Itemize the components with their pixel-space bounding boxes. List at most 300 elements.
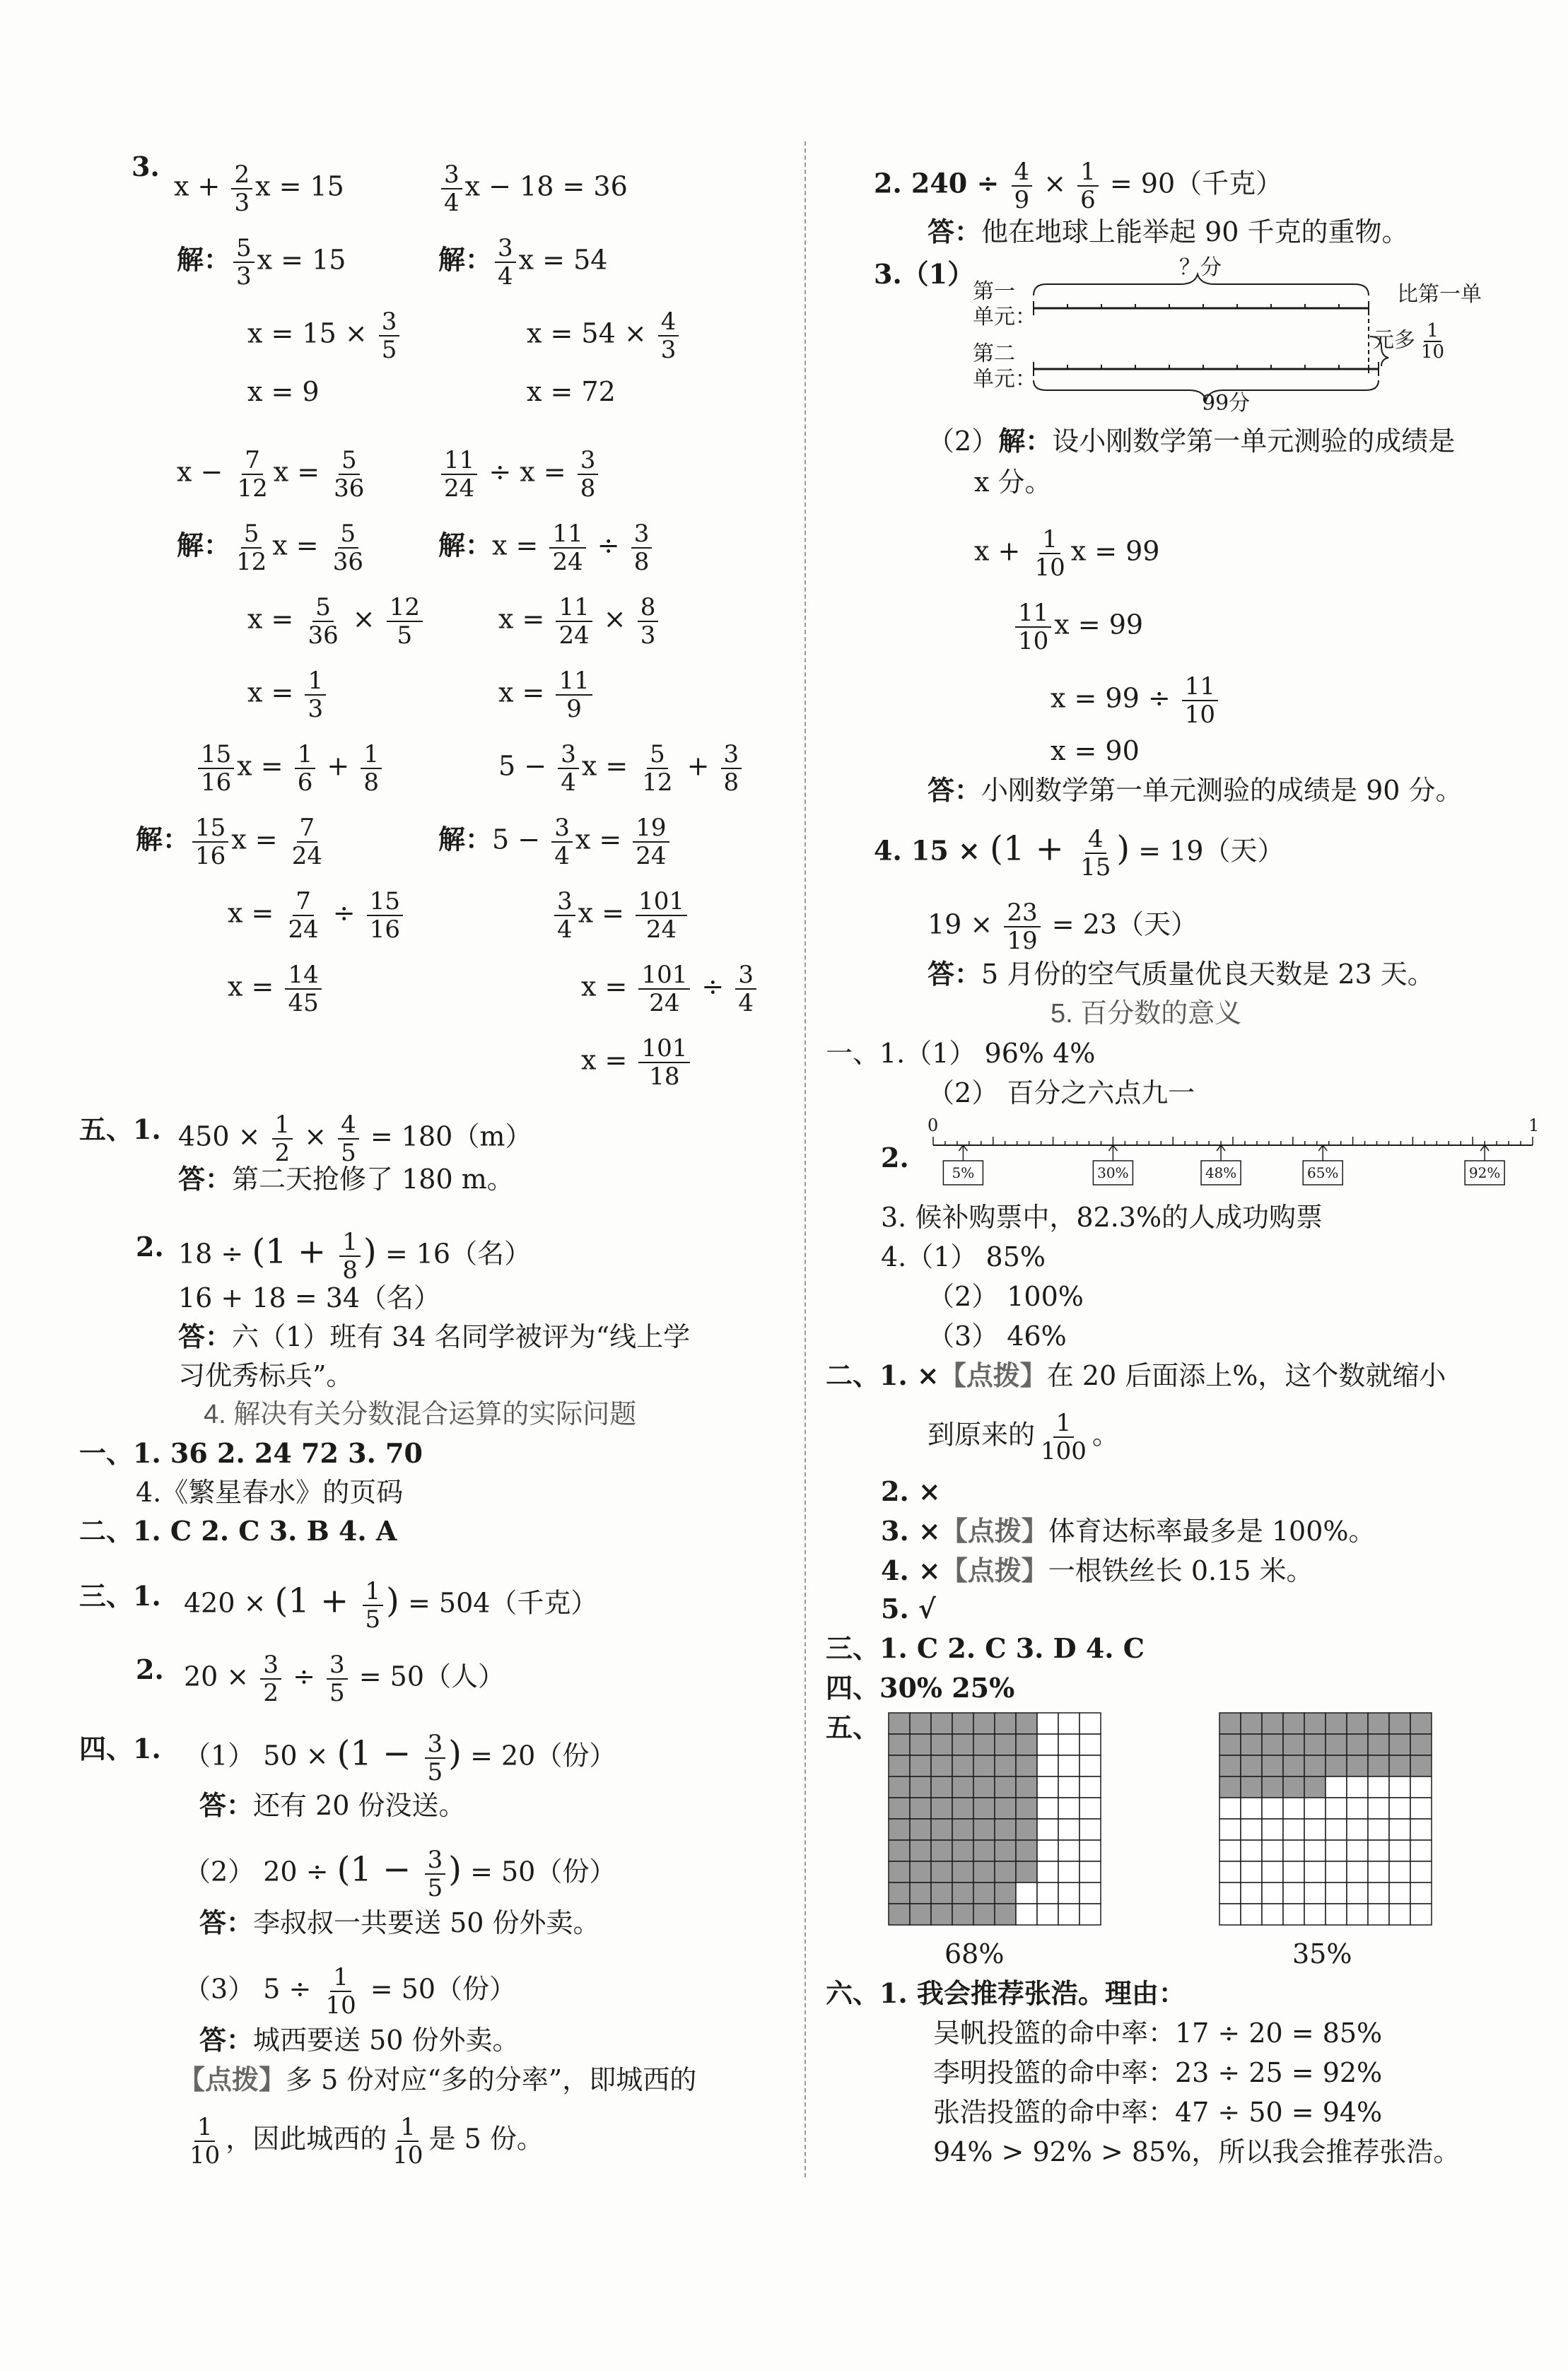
- grid-cell-shaded: [910, 1861, 931, 1883]
- grid-cell-shaded: [931, 1713, 952, 1734]
- numline-label: 2.: [881, 1142, 909, 1173]
- grid-cell-shaded: [1347, 1734, 1368, 1755]
- p-five-label: 五、: [826, 1711, 880, 1743]
- grid-cell: [1037, 1755, 1058, 1776]
- grid-cell: [1080, 1713, 1101, 1734]
- grid-cell: [1326, 1861, 1347, 1883]
- grid-cell-shaded: [931, 1734, 952, 1755]
- q2-answer: 答：他在地球上能举起 90 千克的重物。: [928, 216, 1409, 247]
- p-one-1: 一、1.（1） 96% 4%: [826, 1038, 1096, 1069]
- grid-cell-shaded: [995, 1755, 1016, 1776]
- grid-cell: [1080, 1798, 1101, 1819]
- grid-cell: [1080, 1883, 1101, 1904]
- grid-cell: [1389, 1776, 1410, 1798]
- grid-cell: [1219, 1861, 1241, 1883]
- grid-cell-shaded: [995, 1776, 1016, 1798]
- grid-cell-shaded: [1304, 1734, 1326, 1755]
- grid-cell-shaded: [952, 1755, 973, 1776]
- grid-cell-shaded: [1410, 1713, 1432, 1734]
- q3-2-intro-cont: x 分。: [974, 467, 1052, 498]
- grid-cell: [1080, 1861, 1101, 1883]
- grid-cell: [1080, 1819, 1101, 1840]
- p-six-zhang: 张浩投篮的命中率：47 ÷ 50 = 94%: [933, 2097, 1383, 2128]
- eq-b-step2: x = 54 × $\frac{4}{3}$: [527, 308, 681, 363]
- numline-start: 0: [928, 1116, 939, 1135]
- grid-cell: [1389, 1904, 1410, 1925]
- grid-cell: [1326, 1819, 1347, 1840]
- grid-cell-shaded: [952, 1819, 973, 1840]
- part4-label: 四、1.: [79, 1733, 161, 1764]
- eq-f: 5 − $\frac{3}{4}$ x = $\frac{5}{12}$ + $\frac{3}{8}$: [498, 741, 744, 796]
- grid-cell: [1283, 1819, 1304, 1840]
- grid-cell: [1410, 1861, 1432, 1883]
- grid-cell-shaded: [952, 1904, 973, 1925]
- q4-expr-b: 19 × $\frac{23}{19}$ = 23（天）: [928, 898, 1198, 955]
- s5-2-expr: 18 ÷ (1 + $\frac{1}{8}$ ) = 16（名）: [178, 1228, 532, 1284]
- grid-cell: [1389, 1883, 1410, 1904]
- number-line: [930, 1131, 1538, 1195]
- grid-cell: [1080, 1776, 1101, 1798]
- s5-2-label: 2.: [136, 1231, 164, 1263]
- grid-cell: [1241, 1861, 1262, 1883]
- grid-cell: [1080, 1840, 1101, 1861]
- grid-cell: [1368, 1861, 1389, 1883]
- grid-cell: [1262, 1904, 1283, 1925]
- side-label-b: 元多 $\frac{1}{10}$: [1373, 320, 1445, 363]
- grid-cell: [1262, 1798, 1283, 1819]
- grid-cell: [1080, 1904, 1101, 1925]
- grid-cell-shaded: [1326, 1713, 1347, 1734]
- grid-cell: [1410, 1819, 1432, 1840]
- bottom-brace-label: 99分: [1202, 391, 1251, 416]
- grid-cell-shaded: [931, 1819, 952, 1840]
- numline-mark-label: 30%: [1097, 1164, 1129, 1181]
- eq-a-step2: x = 15 × $\frac{3}{5}$: [247, 308, 402, 363]
- grid-cell-shaded: [973, 1755, 995, 1776]
- numline-mark-label: 92%: [1468, 1164, 1501, 1181]
- grid-cell: [1347, 1904, 1368, 1925]
- grid-cell: [1283, 1798, 1304, 1819]
- grid-cell-shaded: [910, 1755, 931, 1776]
- grid-cell: [1219, 1798, 1241, 1819]
- grid-cell-shaded: [1283, 1734, 1304, 1755]
- eq-c-step2: x = $\frac{5}{36}$ × $\frac{12}{5}$: [247, 594, 426, 649]
- grid-cell-shaded: [1016, 1755, 1037, 1776]
- grid-cell: [1368, 1840, 1389, 1861]
- grid-cell-shaded: [1241, 1713, 1262, 1734]
- grid-cell-shaded: [1283, 1713, 1304, 1734]
- grid-cell-shaded: [889, 1819, 910, 1840]
- eq-a-step1: 解： $\frac{5}{3}$ x = 15: [177, 234, 346, 291]
- grid-cell-shaded: [1304, 1776, 1326, 1798]
- grid-cell-shaded: [889, 1904, 910, 1925]
- grid-cell: [1368, 1776, 1389, 1798]
- grid-cell-shaded: [973, 1840, 995, 1861]
- q4-expr: 4. 15 × (1 + $\frac{4}{15}$ ) = 19（天）: [874, 825, 1285, 882]
- grid-cell-shaded: [910, 1713, 931, 1734]
- grid-cell: [1037, 1776, 1058, 1798]
- grid-cell-shaded: [931, 1904, 952, 1925]
- row2-label-b: 单元：: [973, 367, 1036, 392]
- grid-cell-shaded: [1262, 1734, 1283, 1755]
- eq-d-step2: x = $\frac{11}{24}$ × $\frac{8}{3}$: [498, 594, 661, 649]
- part3-1-expr: 420 × (1 + $\frac{1}{5}$ ) = 504（千克）: [184, 1577, 598, 1634]
- grid-cell-shaded: [889, 1883, 910, 1904]
- grid-cell-shaded: [1016, 1798, 1037, 1819]
- p-six-li: 李明投篮的命中率：23 ÷ 25 = 92%: [933, 2057, 1383, 2088]
- q2-expr: 2. 240 ÷ $\frac{4}{9}$ × $\frac{1}{6}$ = 90（千克）: [874, 158, 1283, 214]
- q3-2-eq2: $\frac{11}{10}$ x = 99: [1012, 599, 1143, 655]
- grid-cell-shaded: [995, 1798, 1016, 1819]
- part1-answers: 一、1. 36 2. 24 72 3. 70: [79, 1437, 423, 1469]
- section-4-title: 4. 解决有关分数混合运算的实际问题: [204, 1400, 637, 1429]
- grid-cell-shaded: [889, 1840, 910, 1861]
- grid-cell: [1410, 1840, 1432, 1861]
- grid-cell-shaded: [952, 1840, 973, 1861]
- grid-cell-shaded: [973, 1819, 995, 1840]
- grid-cell: [1080, 1755, 1101, 1776]
- grid-cell: [1304, 1883, 1326, 1904]
- grid-cell-shaded: [973, 1861, 995, 1883]
- p-two-1: 二、1. ×【点拨】在 20 后面添上%，这个数就缩小: [826, 1359, 1446, 1391]
- p-two-4: 4. ×【点拨】一根铁丝长 0.15 米。: [881, 1555, 1314, 1586]
- grid-cell: [1304, 1840, 1326, 1861]
- grid-cell-shaded: [973, 1883, 995, 1904]
- hundred-grid-68: [888, 1712, 1101, 1926]
- grid-cell-shaded: [1219, 1776, 1241, 1798]
- grid-cell: [1037, 1840, 1058, 1861]
- q3-2-eq4: x = 90: [1051, 735, 1140, 766]
- grid-cell: [1410, 1883, 1432, 1904]
- grid-cell: [1037, 1819, 1058, 1840]
- eq-a: x + $\frac{2}{3}$ x = 15: [174, 160, 344, 217]
- eq-f-step3: x = $\frac{101}{24}$ ÷ $\frac{3}{4}$: [581, 961, 759, 1017]
- grid-cell: [1037, 1734, 1058, 1755]
- grid-cell: [1304, 1798, 1326, 1819]
- p-one-3: 3. 候补购票中，82.3%的人成功购票: [881, 1202, 1323, 1233]
- grid-cell-shaded: [1016, 1861, 1037, 1883]
- grid-cell-shaded: [1347, 1755, 1368, 1776]
- grid-cell-shaded: [1016, 1819, 1037, 1840]
- grid-cell: [1389, 1819, 1410, 1840]
- grid-cell-shaded: [1241, 1734, 1262, 1755]
- grid-cell-shaded: [889, 1776, 910, 1798]
- grid-cell: [1326, 1904, 1347, 1925]
- grid-cell-shaded: [931, 1883, 952, 1904]
- grid-cell: [1283, 1861, 1304, 1883]
- q3-2-intro: （2）解：设小刚数学第一单元测验的成绩是: [928, 425, 1456, 457]
- grid-cell-shaded: [995, 1840, 1016, 1861]
- grid-cell-shaded: [910, 1904, 931, 1925]
- grid-cell: [1219, 1819, 1241, 1840]
- grid-cell-shaded: [995, 1713, 1016, 1734]
- grid-cell: [1326, 1776, 1347, 1798]
- grid-cell-shaded: [995, 1904, 1016, 1925]
- grid-cell-shaded: [1283, 1755, 1304, 1776]
- numline-mark-label: 48%: [1205, 1164, 1237, 1181]
- grid-cell: [1283, 1840, 1304, 1861]
- grid-cell-shaded: [952, 1861, 973, 1883]
- grid-cell-shaded: [931, 1798, 952, 1819]
- grid-cell-shaded: [952, 1734, 973, 1755]
- grid-cell: [1219, 1840, 1241, 1861]
- section-5-label: 五、1.: [79, 1113, 161, 1145]
- grid-cell: [1389, 1861, 1410, 1883]
- grid-cell: [1016, 1883, 1037, 1904]
- s5-2-answer: 答：六（1）班有 34 名同学被评为“线上学: [178, 1321, 691, 1352]
- question-3-label: 3.: [131, 151, 160, 182]
- grid-cell-shaded: [973, 1798, 995, 1819]
- row2-label-a: 第二: [973, 341, 1015, 366]
- grid-cell: [1347, 1840, 1368, 1861]
- grid-cell: [1304, 1861, 1326, 1883]
- grid1-caption: 68%: [944, 1938, 1005, 1969]
- eq-c-step1: 解： $\frac{5}{12}$ x = $\frac{5}{36}$: [177, 520, 363, 576]
- numline-mark-label: 65%: [1306, 1164, 1339, 1181]
- grid-cell-shaded: [889, 1861, 910, 1883]
- p-two-2: 2. ×: [881, 1475, 941, 1507]
- row1-label-a: 第一: [973, 279, 1015, 304]
- grid-cell: [1241, 1819, 1262, 1840]
- part4-2-expr: （2） 20 ÷ (1 − $\frac{3}{5}$ ) = 50（份）: [184, 1846, 616, 1902]
- part4-hint-cont: $\frac{1}{10}$ ，因此城西的 $\frac{1}{10}$ 是 5 份。: [189, 2113, 544, 2170]
- grid-cell: [1283, 1883, 1304, 1904]
- grid-cell-shaded: [1219, 1755, 1241, 1776]
- row1-label-b: 单元：: [973, 305, 1036, 329]
- grid-cell: [1326, 1798, 1347, 1819]
- grid-cell-shaded: [889, 1798, 910, 1819]
- grid-cell-shaded: [1219, 1734, 1241, 1755]
- part3-2-expr: 20 × $\frac{3}{2}$ ÷ $\frac{3}{5}$ = 50（人）: [184, 1651, 505, 1707]
- grid-cell: [1037, 1904, 1058, 1925]
- grid-cell: [1037, 1798, 1058, 1819]
- grid-cell: [1058, 1713, 1080, 1734]
- eq-e-step2: x = $\frac{7}{24}$ ÷ $\frac{15}{16}$: [228, 888, 406, 943]
- grid-cell-shaded: [1347, 1713, 1368, 1734]
- grid-cell: [1262, 1861, 1283, 1883]
- grid-cell-shaded: [1219, 1713, 1241, 1734]
- grid-cell-shaded: [910, 1840, 931, 1861]
- grid-cell-shaded: [1304, 1713, 1326, 1734]
- grid-cell: [1058, 1840, 1080, 1861]
- grid-cell: [1410, 1776, 1432, 1798]
- grid-cell-shaded: [1326, 1755, 1347, 1776]
- grid-cell-shaded: [910, 1883, 931, 1904]
- top-brace-label: ？分: [1179, 255, 1222, 280]
- grid-cell: [1058, 1776, 1080, 1798]
- grid-cell-shaded: [995, 1883, 1016, 1904]
- part3-label: 三、1.: [79, 1580, 161, 1612]
- grid-cell: [1058, 1883, 1080, 1904]
- grid-cell: [1037, 1861, 1058, 1883]
- grid-cell-shaded: [1016, 1840, 1037, 1861]
- q3-1-label: 3.（1）: [874, 258, 975, 290]
- grid-cell-shaded: [1368, 1755, 1389, 1776]
- eq-f-step2: $\frac{3}{4}$ x = $\frac{101}{24}$: [551, 888, 690, 943]
- grid-cell: [1058, 1861, 1080, 1883]
- grid-cell: [1241, 1798, 1262, 1819]
- hundred-grid-35: [1219, 1712, 1432, 1926]
- grid-cell: [1037, 1713, 1058, 1734]
- eq-c: x − $\frac{7}{12}$ x = $\frac{5}{36}$: [177, 446, 365, 503]
- grid-cell: [1058, 1798, 1080, 1819]
- grid-cell: [1262, 1883, 1283, 1904]
- grid-cell-shaded: [1304, 1755, 1326, 1776]
- grid-cell: [1389, 1798, 1410, 1819]
- grid-cell: [1262, 1840, 1283, 1861]
- numline-mark-label: 5%: [952, 1164, 975, 1181]
- grid-cell: [1080, 1734, 1101, 1755]
- part3-2-label: 2.: [136, 1653, 164, 1685]
- s5-1-expr: 450 × $\frac{1}{2}$ × $\frac{4}{5}$ = 180（m）: [178, 1111, 532, 1167]
- grid-cell: [1241, 1883, 1262, 1904]
- part4-hint: 【点拨】多 5 份对应“多的分率”，即城西的: [178, 2063, 697, 2095]
- grid-cell-shaded: [1389, 1755, 1410, 1776]
- grid-cell-shaded: [1410, 1734, 1432, 1755]
- grid-cell-shaded: [973, 1734, 995, 1755]
- p-two-3: 3. ×【点拨】体育达标率最多是 100%。: [881, 1515, 1376, 1547]
- p-three: 三、1. C 2. C 3. D 4. C: [826, 1632, 1145, 1664]
- grid-cell: [1368, 1904, 1389, 1925]
- grid-cell-shaded: [1389, 1734, 1410, 1755]
- grid-cell-shaded: [1389, 1713, 1410, 1734]
- grid-cell: [1347, 1819, 1368, 1840]
- p-two-5: 5. √: [881, 1593, 936, 1624]
- grid-cell: [1304, 1904, 1326, 1925]
- grid-cell: [1347, 1776, 1368, 1798]
- part4-3-answer: 答：城西要送 50 份外卖。: [199, 2024, 520, 2056]
- grid-cell-shaded: [1016, 1713, 1037, 1734]
- grid-cell: [1219, 1883, 1241, 1904]
- grid-cell-shaded: [1410, 1755, 1432, 1776]
- p-one-4b: （2） 100%: [928, 1281, 1084, 1312]
- segment-lines: [1025, 269, 1393, 410]
- q3-2-eq1: x + $\frac{1}{10}$ x = 99: [974, 525, 1160, 582]
- grid-cell-shaded: [973, 1904, 995, 1925]
- grid-cell-shaded: [1262, 1776, 1283, 1798]
- grid-cell-shaded: [1262, 1713, 1283, 1734]
- s5-2-expr-b: 16 + 18 = 34（名）: [178, 1282, 441, 1313]
- q3-2-eq3: x = 99 ÷ $\frac{11}{10}$: [1051, 673, 1221, 728]
- grid-cell-shaded: [1368, 1734, 1389, 1755]
- q4-answer: 答：5 月份的空气质量优良天数是 23 天。: [928, 958, 1434, 990]
- eq-f-step4: x = $\frac{101}{18}$: [581, 1035, 693, 1090]
- part2-answers: 二、1. C 2. C 3. B 4. A: [79, 1515, 397, 1547]
- section-5-title: 5. 百分数的意义: [1051, 999, 1242, 1029]
- grid-cell-shaded: [931, 1755, 952, 1776]
- grid-cell-shaded: [952, 1883, 973, 1904]
- eq-d: $\frac{11}{24}$ ÷ x = $\frac{3}{8}$: [438, 447, 601, 502]
- grid-cell: [1219, 1904, 1241, 1925]
- grid-cell-shaded: [931, 1840, 952, 1861]
- grid-cell-shaded: [952, 1776, 973, 1798]
- grid-cell-shaded: [995, 1734, 1016, 1755]
- eq-b: $\frac{3}{4}$ x − 18 = 36: [438, 161, 628, 216]
- grid-cell: [1347, 1861, 1368, 1883]
- grid-cell-shaded: [995, 1819, 1016, 1840]
- grid-cell: [1058, 1734, 1080, 1755]
- grid-cell-shaded: [973, 1776, 995, 1798]
- grid-cell-shaded: [1016, 1776, 1037, 1798]
- grid-cell-shaded: [1241, 1755, 1262, 1776]
- grid-cell-shaded: [910, 1819, 931, 1840]
- p-four: 四、30% 25%: [826, 1672, 1015, 1704]
- grid-cell-shaded: [1283, 1776, 1304, 1798]
- grid-cell-shaded: [889, 1713, 910, 1734]
- grid-cell: [1241, 1904, 1262, 1925]
- s5-1-answer: 答：第二天抢修了 180 m。: [178, 1163, 514, 1195]
- grid-cell: [1389, 1840, 1410, 1861]
- eq-e-step1: 解： $\frac{15}{16}$ x = $\frac{7}{24}$: [136, 814, 322, 870]
- grid-cell-shaded: [973, 1713, 995, 1734]
- grid-cell: [1058, 1904, 1080, 1925]
- grid-cell-shaded: [1262, 1755, 1283, 1776]
- grid-cell-shaded: [931, 1776, 952, 1798]
- grid-cell: [1058, 1819, 1080, 1840]
- grid-cell: [1347, 1883, 1368, 1904]
- grid2-caption: 35%: [1292, 1938, 1352, 1969]
- grid-cell: [1410, 1798, 1432, 1819]
- grid-cell-shaded: [1241, 1776, 1262, 1798]
- part4-3-expr: （3） 5 ÷ $\frac{1}{10}$ = 50（份）: [184, 1963, 517, 2020]
- grid-cell-shaded: [1368, 1713, 1389, 1734]
- eq-b-step3: x = 72: [527, 376, 616, 407]
- grid-cell: [1016, 1904, 1037, 1925]
- grid-cell: [1326, 1840, 1347, 1861]
- eq-d-step1: 解：x = $\frac{11}{24}$ ÷ $\frac{3}{8}$: [438, 520, 655, 575]
- grid-cell: [1410, 1904, 1432, 1925]
- p-one-4: 4.（1） 85%: [881, 1241, 1046, 1272]
- part1-answer-4: 4.《繁星春水》的页码: [136, 1477, 404, 1508]
- grid-cell-shaded: [910, 1798, 931, 1819]
- grid-cell: [1037, 1883, 1058, 1904]
- eq-d-step3: x = $\frac{11}{9}$: [498, 667, 595, 722]
- eq-e: $\frac{15}{16}$ x = $\frac{1}{6}$ + $\frac{1}{8}$: [195, 741, 385, 796]
- grid-cell: [1304, 1819, 1326, 1840]
- grid-cell: [1347, 1798, 1368, 1819]
- p-two-1b: 到原来的 $\frac{1}{100}$ 。: [928, 1409, 1119, 1465]
- eq-f-step1: 解：5 − $\frac{3}{4}$ x = $\frac{19}{24}$: [438, 814, 672, 870]
- grid-cell-shaded: [952, 1713, 973, 1734]
- grid-cell: [1368, 1798, 1389, 1819]
- p-one-4c: （3） 46%: [928, 1321, 1067, 1352]
- part4-2-answer: 答：李叔叔一共要送 50 份外卖。: [199, 1907, 600, 1938]
- grid-cell: [1262, 1819, 1283, 1840]
- grid-cell: [1058, 1755, 1080, 1776]
- side-label-a: 比第一单: [1397, 282, 1482, 307]
- grid-cell-shaded: [889, 1734, 910, 1755]
- p-six-conclusion: 94% > 92% > 85%，所以我会推荐张浩。: [933, 2136, 1461, 2167]
- part4-1-expr: （1） 50 × (1 − $\frac{3}{5}$ ) = 20（份）: [184, 1730, 616, 1786]
- q3-2-answer: 答：小刚数学第一单元测验的成绩是 90 分。: [928, 774, 1463, 806]
- p-one-1b: （2） 百分之六点九一: [928, 1077, 1195, 1108]
- eq-a-step3: x = 9: [247, 376, 320, 407]
- grid-cell-shaded: [1326, 1734, 1347, 1755]
- eq-b-step1: 解： $\frac{3}{4}$ x = 54: [438, 234, 608, 291]
- p-six-1: 六、1. 我会推荐张浩。理由：: [826, 1977, 1186, 2009]
- grid-cell-shaded: [931, 1861, 952, 1883]
- s5-2-answer-cont: 习优秀标兵”。: [178, 1360, 353, 1391]
- p-six-wu: 吴帆投篮的命中率：17 ÷ 20 = 85%: [933, 2018, 1383, 2049]
- grid-cell-shaded: [910, 1734, 931, 1755]
- grid-cell-shaded: [889, 1755, 910, 1776]
- grid-cell: [1326, 1883, 1347, 1904]
- numline-end: 1: [1528, 1116, 1540, 1135]
- grid-cell-shaded: [995, 1861, 1016, 1883]
- grid-cell: [1241, 1840, 1262, 1861]
- grid-cell-shaded: [952, 1798, 973, 1819]
- eq-e-step3: x = $\frac{14}{45}$: [228, 961, 324, 1017]
